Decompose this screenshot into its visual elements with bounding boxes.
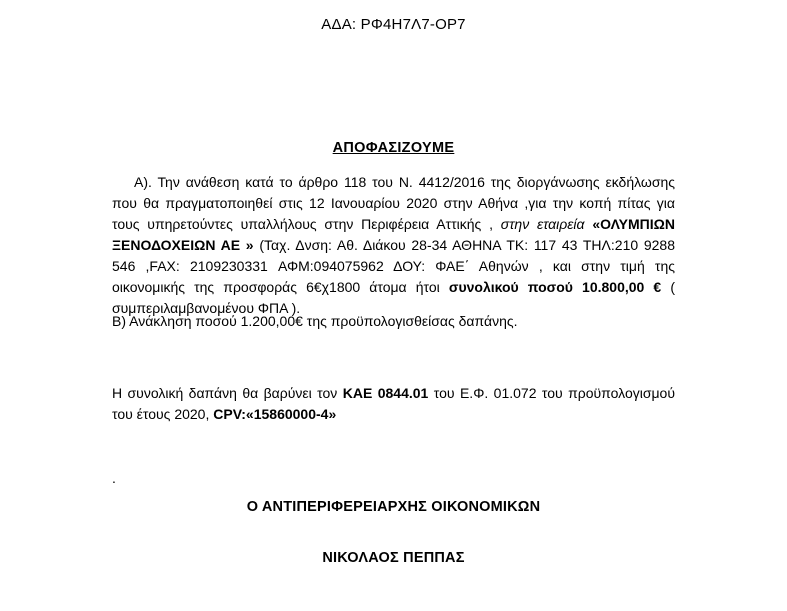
paragraph-a-amount: συνολικού ποσού 10.800,00 €	[448, 279, 662, 295]
paragraph-a	[112, 172, 675, 319]
paragraph-b: Β) Ανάκληση ποσού 1.200,00€ της προϋπολογισθείσας δαπάνης.	[112, 313, 518, 329]
paragraph-a-text-1: Την ανάθεση κατά το άρθρο 118 του Ν. 4412/2016	[157, 174, 485, 190]
paragraph-a-company-prefix: στην εταιρεία	[500, 216, 585, 232]
paragraph-a-address: (Ταχ. Δνση: Αθ. Διάκου 28-34 ΑΘΗΝΑ ΤΚ: 117 43 ΤΗΛ:210 9288 546 ,FAX: 2109230331 ΑΦΜ:094075962 ΔΟΥ: ΦΑΕ΄ Αθηνών , και στην τιμή της οικονομικής της προσφοράς 6€χ1800 άτομα ήτοι	[112, 237, 676, 295]
stray-dot: .	[112, 470, 116, 486]
signature-name: ΝΙΚΟΛΑΟΣ ΠΕΠΠΑΣ	[322, 550, 465, 566]
ada-reference-number: ΑΔΑ: ΡΦ4Η7Λ7-ΟΡ7	[321, 16, 466, 33]
paragraph-a-company-name: «ΟΛΥΜΠΙΩΝ ΞΕΝΟΔΟΧΕΙΩΝ ΑΕ »	[112, 216, 676, 253]
paragraph-c	[112, 383, 675, 425]
paragraph-a-text-2: της διοργάνωσης εκδήλωσης που θα πραγματοποιηθεί στις 12 Ιανουαρίου 2020 στην Αθήνα ,για την κοπή πίτας για τους υπηρετούντες υπαλλήλους στην Περιφέρεια Αττικής ,	[112, 174, 676, 232]
paragraph-a-amount-suffix: ( συμπεριλαμβανομένου ΦΠΑ ).	[112, 279, 675, 316]
signature-title: Ο ΑΝΤΙΠΕΡΙΦΕΡΕΙΑΡΧΗΣ ΟΙΚΟΝΟΜΙΚΩΝ	[246, 499, 541, 515]
paragraph-c-text-2: του Ε.Φ. 01.072 του προϋπολογισμού του έτους 2020,	[112, 385, 676, 422]
paragraph-c-kae: ΚΑΕ 0844.01	[342, 385, 429, 401]
paragraph-a-marker: Α).	[134, 174, 152, 190]
paragraph-c-text-1: Η συνολική δαπάνη θα βαρύνει τον	[112, 385, 338, 401]
paragraph-c-cpv: CPV:«15860000-4»	[213, 406, 337, 422]
decision-heading: ΑΠΟΦΑΣΙΖΟΥΜΕ	[332, 140, 455, 156]
